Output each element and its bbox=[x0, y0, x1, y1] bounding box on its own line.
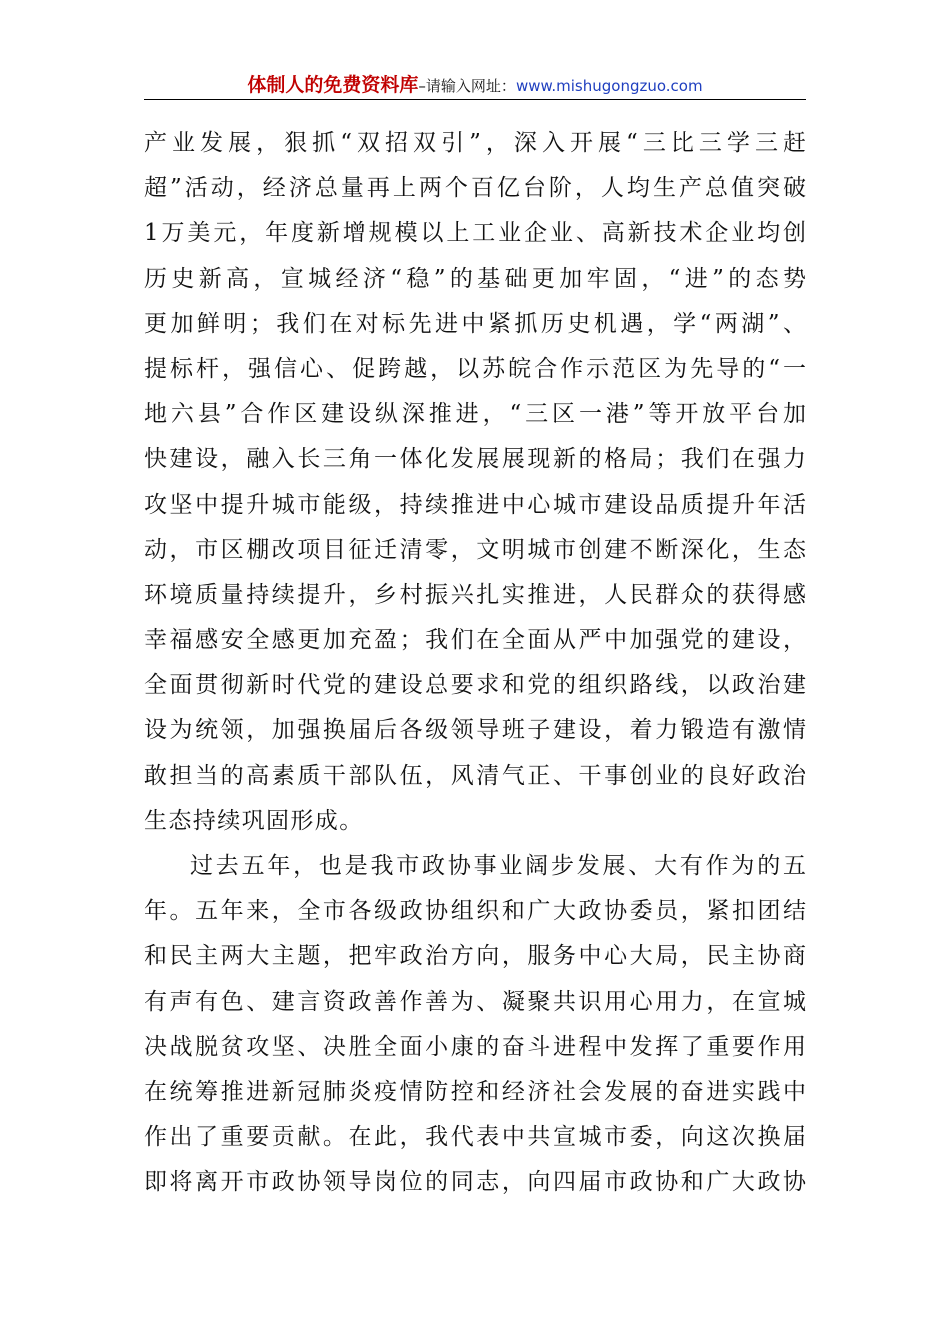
site-url-link[interactable]: www.mishugongzuo.com bbox=[515, 77, 703, 95]
url-prompt: –请输入网址： bbox=[418, 77, 516, 95]
page-header bbox=[144, 72, 806, 98]
document-body bbox=[144, 121, 806, 1206]
text-line: 全面贯彻新时代党的建设总要求和党的组织路线，以政治建 bbox=[144, 672, 806, 699]
text-line: 敢担当的高素质干部队伍，风清气正、干事创业的良好政治 bbox=[144, 762, 806, 789]
text-line: 决战脱贫攻坚、决胜全面小康的奋斗进程中发挥了重要作用 bbox=[144, 1033, 806, 1060]
text-line: 在统筹推进新冠肺炎疫情防控和经济社会发展的奋进实践中 bbox=[144, 1078, 806, 1105]
text-line: 历史新高，宣城经济“稳”的基础更加牢固，“进”的态势 bbox=[144, 265, 806, 292]
text-line: 作出了重要贡献。在此，我代表中共宣城市委，向这次换届 bbox=[144, 1124, 806, 1151]
text-line: 更加鲜明；我们在对标先进中紧抓历史机遇，学“两湖”、 bbox=[144, 310, 806, 337]
text-line: 和民主两大主题，把牢政治方向，服务中心大局，民主协商 bbox=[144, 943, 806, 970]
text-line: 设为统领，加强换届后各级领导班子建设，着力锻造有激情 bbox=[144, 717, 806, 744]
text-line: 提标杆，强信心、促跨越，以苏皖合作示范区为先导的“一 bbox=[144, 355, 806, 382]
text-line-paragraph-end: 生态持续巩固形成。 bbox=[144, 807, 364, 834]
site-name: 体制人的免费资料库 bbox=[247, 74, 419, 96]
text-line: 超”活动，经济总量再上两个百亿台阶，人均生产总值突破 bbox=[144, 175, 806, 202]
header-divider bbox=[144, 99, 806, 100]
text-line: 1万美元，年度新增规模以上工业企业、高新技术企业均创 bbox=[144, 220, 806, 247]
text-line: 即将离开市政协领导岗位的同志，向四届市政协和广大政协 bbox=[144, 1169, 806, 1196]
text-line: 攻坚中提升城市能级，持续推进中心城市建设品质提升年活 bbox=[144, 491, 806, 518]
text-line: 有声有色、建言资政善作善为、凝聚共识用心用力，在宣城 bbox=[144, 988, 806, 1015]
text-line: 动，市区棚改项目征迁清零，文明城市创建不断深化，生态 bbox=[144, 536, 806, 563]
text-line: 年。五年来，全市各级政协组织和广大政协委员，紧扣团结 bbox=[144, 898, 806, 925]
text-line-paragraph-start: 过去五年，也是我市政协事业阔步发展、大有作为的五 bbox=[190, 853, 806, 879]
text-line: 产业发展，狠抓“双招双引”，深入开展“三比三学三赶 bbox=[144, 130, 806, 156]
text-line: 幸福感安全感更加充盈；我们在全面从严中加强党的建设， bbox=[144, 627, 806, 654]
text-line: 地六县”合作区建设纵深推进，“三区一港”等开放平台加 bbox=[144, 401, 806, 428]
text-line: 环境质量持续提升，乡村振兴扎实推进，人民群众的获得感 bbox=[144, 581, 806, 608]
text-line: 快建设，融入长三角一体化发展展现新的格局；我们在强力 bbox=[144, 446, 806, 473]
